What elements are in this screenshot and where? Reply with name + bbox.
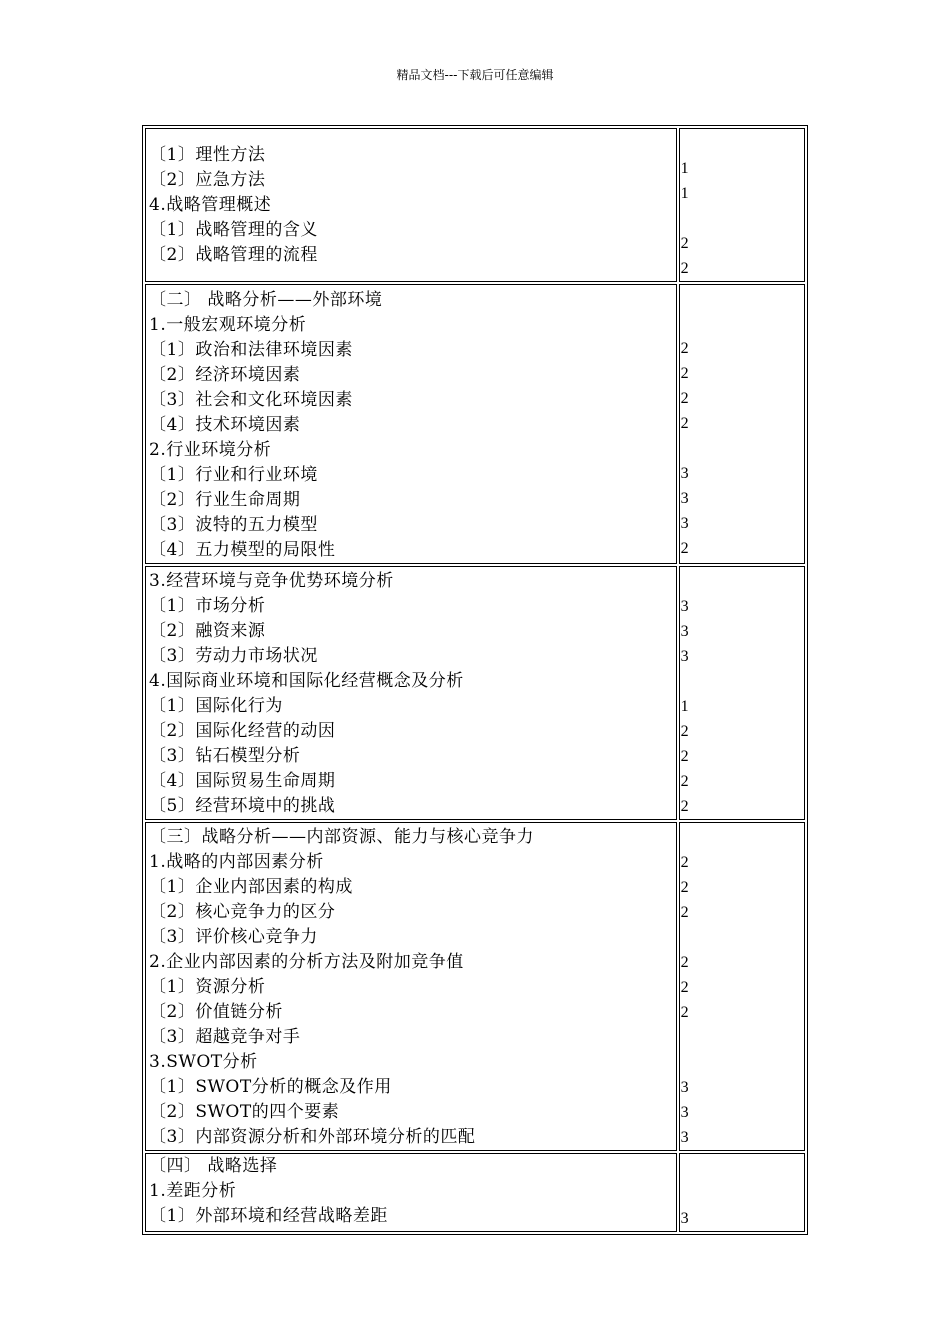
outline-item: 〔1〕理性方法 — [149, 145, 266, 165]
hours-value: 2 — [680, 979, 689, 996]
hours-value: 3 — [680, 1129, 689, 1146]
page-header: 精品文档---下载后可任意编辑 — [396, 68, 554, 82]
outline-item: 〔1〕政治和法律环境因素 — [149, 340, 353, 360]
section-title: 〔四〕 战略选择 — [149, 1156, 278, 1176]
outline-item: 〔3〕劳动力市场状况 — [149, 646, 318, 666]
outline-item: 〔2〕融资来源 — [149, 621, 266, 641]
hours-value: 1 — [680, 698, 689, 715]
outline-item: 〔5〕经营环境中的挑战 — [149, 796, 336, 816]
hours-value — [680, 206, 804, 231]
outline-item: 〔3〕评价核心竞争力 — [149, 927, 318, 947]
hours-value: 2 — [680, 954, 689, 971]
hours-value: 2 — [680, 340, 689, 357]
outline-heading: 3.SWOT分析 — [149, 1052, 258, 1072]
hours-value: 1 — [680, 185, 689, 202]
syllabus-table — [142, 125, 808, 1235]
section-content-cell — [145, 566, 677, 820]
outline-item: 〔2〕行业生命周期 — [149, 490, 301, 510]
hours-value — [680, 436, 804, 461]
hours-cell — [679, 822, 805, 1151]
outline-item: 〔1〕国际化行为 — [149, 696, 283, 716]
hours-value: 3 — [680, 515, 689, 532]
hours-value: 3 — [680, 1210, 689, 1227]
section-content-cell — [145, 128, 677, 282]
hours-value: 3 — [680, 598, 689, 615]
hours-cell — [679, 1153, 805, 1232]
outline-item: 〔2〕国际化经营的动因 — [149, 721, 336, 741]
outline-item: 〔1〕外部环境和经营战略差距 — [149, 1206, 388, 1226]
hours-value: 2 — [680, 365, 689, 382]
hours-value: 2 — [680, 879, 689, 896]
outline-item: 〔1〕SWOT分析的概念及作用 — [149, 1077, 392, 1097]
hours-value — [680, 925, 804, 950]
hours-cell — [679, 566, 805, 820]
outline-item: 〔2〕SWOT的四个要素 — [149, 1102, 340, 1122]
outline-item: 〔4〕技术环境因素 — [149, 415, 301, 435]
hours-value: 2 — [680, 798, 689, 815]
outline-item: 〔3〕波特的五力模型 — [149, 515, 318, 535]
outline-item: 〔3〕社会和文化环境因素 — [149, 390, 353, 410]
outline-item: 〔1〕企业内部因素的构成 — [149, 877, 353, 897]
outline-item: 〔2〕战略管理的流程 — [149, 245, 318, 265]
section-content-cell — [145, 284, 677, 564]
outline-item: 〔2〕应急方法 — [149, 170, 266, 190]
hours-value: 3 — [680, 490, 689, 507]
hours-value: 2 — [680, 415, 689, 432]
outline-item: 〔4〕国际贸易生命周期 — [149, 771, 336, 791]
outline-item: 〔4〕五力模型的局限性 — [149, 540, 336, 560]
section-content-cell — [145, 1153, 677, 1232]
hours-value: 2 — [680, 773, 689, 790]
table-row — [145, 1153, 805, 1232]
hours-value: 3 — [680, 1079, 689, 1096]
hours-value — [680, 1050, 804, 1075]
hours-value: 1 — [680, 160, 689, 177]
outline-item: 〔3〕超越竞争对手 — [149, 1027, 301, 1047]
outline-heading: 3.经营环境与竞争优势环境分析 — [149, 571, 394, 591]
hours-value: 2 — [680, 854, 689, 871]
section-content-cell — [145, 822, 677, 1151]
hours-value: 2 — [680, 723, 689, 740]
section-title: 〔二〕 战略分析——外部环境 — [149, 290, 383, 310]
outline-heading: 1.差距分析 — [149, 1181, 237, 1201]
hours-value: 2 — [680, 390, 689, 407]
outline-item: 〔1〕行业和行业环境 — [149, 465, 318, 485]
outline-heading: 4.战略管理概述 — [149, 195, 272, 215]
hours-value — [680, 669, 804, 694]
outline-item: 〔2〕核心竞争力的区分 — [149, 902, 336, 922]
hours-value: 2 — [680, 540, 689, 557]
outline-item: 〔2〕经济环境因素 — [149, 365, 301, 385]
outline-heading: 1.一般宏观环境分析 — [149, 315, 307, 335]
outline-item: 〔3〕内部资源分析和外部环境分析的匹配 — [149, 1127, 476, 1147]
hours-value: 3 — [680, 465, 689, 482]
outline-heading: 4.国际商业环境和国际化经营概念及分析 — [149, 671, 464, 691]
table-row — [145, 128, 805, 282]
hours-value: 2 — [680, 748, 689, 765]
section-title: 〔三〕战略分析——内部资源、能力与核心竞争力 — [149, 827, 534, 847]
hours-value — [680, 1025, 804, 1050]
table-row — [145, 822, 805, 1151]
table-row — [145, 284, 805, 564]
hours-cell — [679, 284, 805, 564]
hours-value: 2 — [680, 1004, 689, 1021]
outline-heading: 2.企业内部因素的分析方法及附加竞争值 — [149, 952, 464, 972]
outline-item: 〔1〕战略管理的含义 — [149, 220, 318, 240]
hours-value: 3 — [680, 648, 689, 665]
outline-item: 〔2〕价值链分析 — [149, 1002, 283, 1022]
hours-value: 3 — [680, 1104, 689, 1121]
outline-heading: 2.行业环境分析 — [149, 440, 272, 460]
hours-value: 2 — [680, 235, 689, 252]
outline-item: 〔1〕市场分析 — [149, 596, 266, 616]
hours-cell — [679, 128, 805, 282]
hours-value: 3 — [680, 623, 689, 640]
hours-value: 2 — [680, 260, 689, 277]
hours-value: 2 — [680, 904, 689, 921]
outline-item: 〔3〕钻石模型分析 — [149, 746, 301, 766]
table-row — [145, 566, 805, 820]
outline-heading: 1.战略的内部因素分析 — [149, 852, 324, 872]
outline-item: 〔1〕资源分析 — [149, 977, 266, 997]
